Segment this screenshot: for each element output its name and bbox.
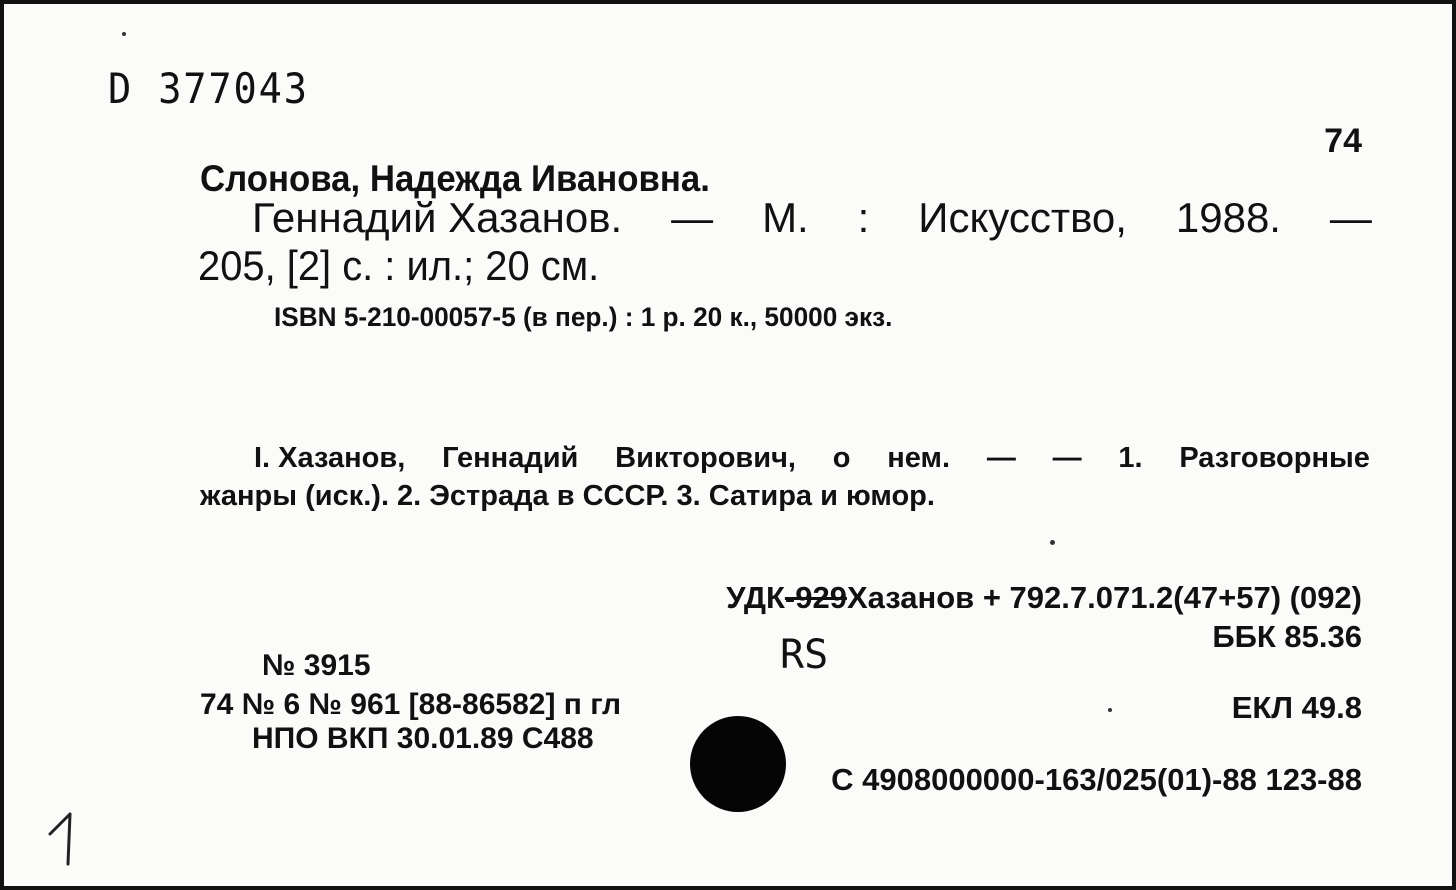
separator-dash: — [671, 194, 714, 241]
subject-part: о [832, 442, 851, 474]
udk-struck-number: -929 [784, 580, 847, 615]
speck [1108, 708, 1112, 712]
subject-part: Разговорные [1179, 442, 1370, 474]
inventory-number: D 377043 [108, 64, 309, 113]
subject-part: 1. [1118, 442, 1143, 474]
physical-description: 205, [2] с. : ил.; 20 см. [198, 242, 600, 289]
subject-part: — [986, 442, 1016, 474]
subject-headings-line: жанры (иск.). 2. Эстрада в СССР. 3. Сатира и юмор. [200, 480, 935, 512]
title-statement [252, 194, 1372, 242]
publication-year: 1988. [1175, 194, 1281, 241]
separator-colon: : [857, 194, 870, 241]
punch-hole [690, 716, 786, 812]
speck [1050, 540, 1055, 545]
order-number: № 3915 [262, 649, 371, 682]
publisher: Искусство, [918, 194, 1127, 241]
udk-index: Хазанов + 792.7.071.2(47+57) (092) [846, 580, 1362, 615]
subject-part: I. Хазанов, [254, 442, 406, 474]
title: Геннадий Хазанов. [252, 194, 623, 241]
registry-line: 74 № 6 № 961 [88-86582] п гл [200, 688, 622, 721]
handwritten-mark [40, 794, 100, 874]
udk-prefix: УДК [726, 580, 785, 615]
author-heading: Слонова, Надежда Ивановна. [200, 158, 710, 199]
speck [122, 32, 126, 36]
class-number: 74 [1324, 122, 1362, 160]
printer-line: НПО ВКП 30.01.89 С488 [252, 722, 594, 755]
subject-part: Викторович, [615, 442, 796, 474]
udk-classification [726, 580, 1362, 616]
publication-code: С 4908000000-163/025(01)-88 123-88 [831, 762, 1362, 797]
subject-part: нем. [887, 442, 951, 474]
bbk-classification: ББК 85.36 [1212, 619, 1362, 654]
separator-dash: — [1329, 194, 1372, 241]
subject-part: Геннадий [442, 442, 579, 474]
subject-headings-line [254, 442, 1370, 475]
ekl-code: ЕКЛ 49.8 [1231, 690, 1362, 725]
place-of-publication: М. [762, 194, 809, 241]
subject-part: — [1052, 442, 1082, 474]
rs-stamp: RS [780, 632, 829, 678]
isbn-line: ISBN 5-210-00057-5 (в пер.) : 1 р. 20 к., 50000 экз. [274, 302, 893, 332]
